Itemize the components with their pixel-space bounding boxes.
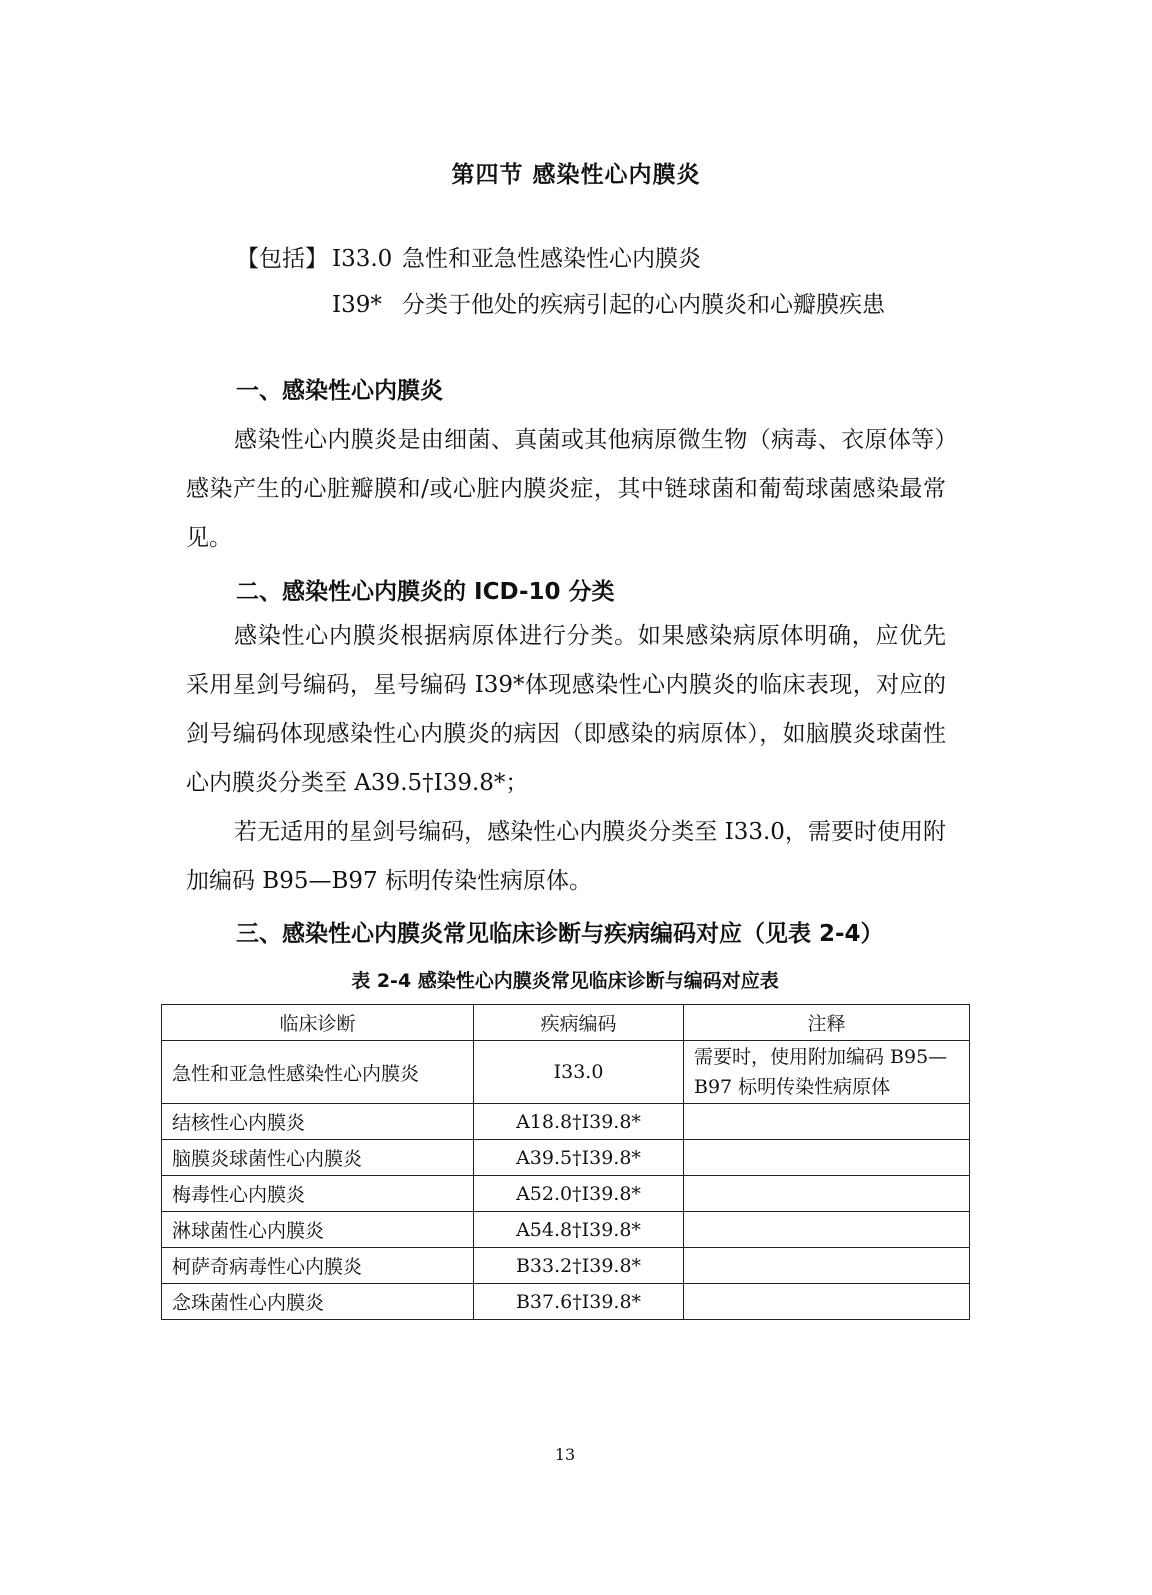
include-prefix-spacer — [236, 282, 332, 328]
cell-diagnosis: 急性和亚急性感染性心内膜炎 — [162, 1041, 474, 1104]
cell-diagnosis: 结核性心内膜炎 — [162, 1104, 474, 1140]
include-item — [236, 282, 885, 328]
cell-note — [684, 1284, 970, 1320]
table-row — [162, 1140, 970, 1176]
table-row — [162, 1212, 970, 1248]
section-title: 第四节 感染性心内膜炎 — [451, 162, 701, 188]
include-code: I33.0 — [332, 246, 393, 272]
paragraph-part-2-a: 感染性心内膜炎根据病原体进行分类。如果感染病原体明确，应优先采用星剑号编码，星号编码 I39*体现感染性心内膜炎的临床表现，对应的剑号编码体现感染性心内膜炎的病因（即感染的病原体），如脑膜炎球菌性心内膜炎分类至 A39.5†I39.8*； — [186, 623, 946, 796]
include-text: 急性和亚急性感染性心内膜炎 — [402, 246, 701, 272]
cell-code: I33.0 — [474, 1041, 684, 1104]
include-prefix: 【包括】 — [236, 246, 328, 272]
cell-code: A39.5†I39.8* — [474, 1140, 684, 1176]
table-row — [162, 1248, 970, 1284]
cell-note — [684, 1248, 970, 1284]
heading-part-3: 三、感染性心内膜炎常见临床诊断与疾病编码对应（见表 2-4） — [236, 921, 884, 947]
table-row — [162, 1041, 970, 1104]
cell-code: A18.8†I39.8* — [474, 1104, 684, 1140]
cell-diagnosis: 脑膜炎球菌性心内膜炎 — [162, 1140, 474, 1176]
column-header-diagnosis: 临床诊断 — [162, 1005, 474, 1041]
cell-diagnosis: 淋球菌性心内膜炎 — [162, 1212, 474, 1248]
paragraph-part-1: 感染性心内膜炎是由细菌、真菌或其他病原微生物（病毒、衣原体等）感染产生的心脏瓣膜和/或心脏内膜炎症，其中链球菌和葡萄球菌感染最常见。 — [186, 427, 946, 551]
include-text: 分类于他处的疾病引起的心内膜炎和心瓣膜疾患 — [402, 292, 885, 318]
heading-part-1: 一、感染性心内膜炎 — [236, 378, 443, 404]
paragraph-part-2-b: 若无适用的星剑号编码，感染性心内膜炎分类至 I33.0，需要时使用附加编码 B95—B97 标明传染性病原体。 — [186, 819, 946, 894]
cell-note — [684, 1212, 970, 1248]
include-code: I39* — [332, 292, 382, 318]
include-item — [236, 236, 885, 282]
column-header-note: 注释 — [684, 1005, 970, 1041]
cell-code: A54.8†I39.8* — [474, 1212, 684, 1248]
diagnosis-code-table — [161, 1004, 970, 1320]
cell-code: A52.0†I39.8* — [474, 1176, 684, 1212]
cell-note: 需要时，使用附加编码 B95—B97 标明传染性病原体 — [684, 1041, 970, 1104]
cell-diagnosis: 梅毒性心内膜炎 — [162, 1176, 474, 1212]
table-header-row — [162, 1005, 970, 1041]
heading-part-2: 二、感染性心内膜炎的 ICD-10 分类 — [236, 579, 615, 605]
page-number: 13 — [554, 1445, 576, 1464]
cell-note — [684, 1104, 970, 1140]
table-row — [162, 1176, 970, 1212]
table-caption: 表 2-4 感染性心内膜炎常见临床诊断与编码对应表 — [351, 970, 779, 992]
column-header-code: 疾病编码 — [474, 1005, 684, 1041]
cell-diagnosis: 柯萨奇病毒性心内膜炎 — [162, 1248, 474, 1284]
table-row — [162, 1104, 970, 1140]
cell-code: B33.2†I39.8* — [474, 1248, 684, 1284]
cell-note — [684, 1176, 970, 1212]
table-row — [162, 1284, 970, 1320]
cell-note — [684, 1140, 970, 1176]
cell-diagnosis: 念珠菌性心内膜炎 — [162, 1284, 474, 1320]
include-block — [236, 236, 885, 328]
cell-code: B37.6†I39.8* — [474, 1284, 684, 1320]
